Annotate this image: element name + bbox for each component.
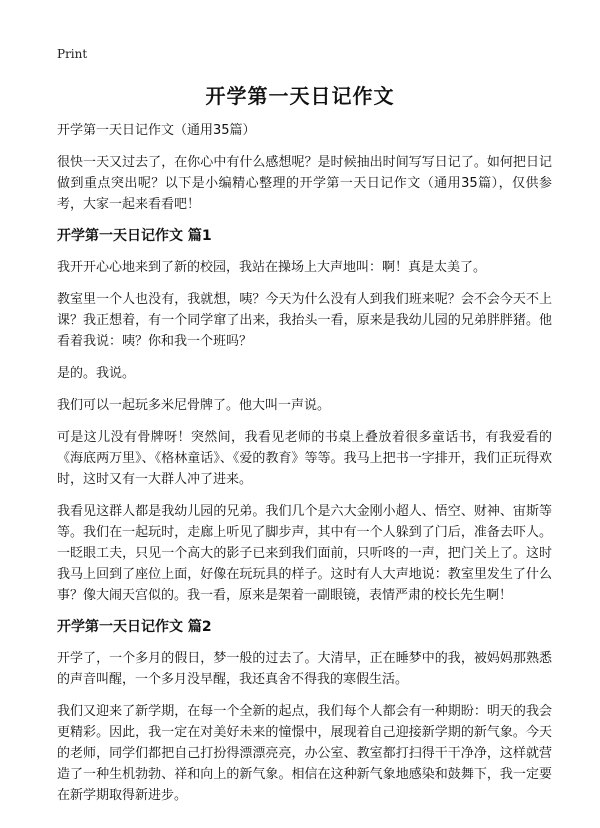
section-paragraph: 我看见这群人都是我幼儿园的兄弟。我们几个是六大金刚小超人、悟空、财神、宙斯等等。我们在一起玩时，走廊上听见了脚步声，其中有一个人躲到了门后，准备去吓人。一眨眼工夫，只见一个高大的影子已来到我们面前，只听咚的一声，把门关上了。这时我马上回到了座位上面，好像在玩玩具的样子。这时有人大声地说：教室里发生了什么事？像大闹天宫似的。我一看，原来是架着一副眼镜，表情严肃的校长先生啊！ (57, 504, 552, 603)
section-heading: 开学第一天日记作文 篇1 (57, 228, 212, 244)
section-paragraph: 我开开心心地来到了新的校园，我站在操场上大声地叫：啊！真是太美了。 (57, 260, 487, 275)
section-paragraph: 是的。我说。 (57, 366, 136, 381)
section-heading: 开学第一天日记作文 篇2 (57, 619, 212, 635)
section-paragraph: 我们可以一起玩多米尼骨牌了。他大叫一声说。 (57, 398, 331, 413)
section-paragraph: 开学了，一个多月的假日，梦一般的过去了。大清早，正在睡梦中的我，被妈妈那熟悉的声音叫醒，一个多月没早醒，我还真舍不得我的寒假生活。 (57, 651, 552, 687)
section-paragraph: 可是这儿没有骨牌呀！突然间，我看见老师的书桌上叠放着很多童话书，有我爱看的《海底两万里》、《格林童话》、《爱的教育》等等。我马上把书一字排开，我们正玩得欢时，这时又有一大群人冲了进来。 (57, 430, 552, 487)
section-paragraph: 教室里一个人也没有，我就想，咦？今天为什么没有人到我们班来呢？会不会今天不上课？我正想着，有一个同学窜了出来，我抬头一看，原来是我幼儿园的兄弟胖胖猪。他看着我说：咦？你和我一个班吗？ (57, 292, 552, 349)
section-paragraph: 我们又迎来了新学期，在每一个全新的起点，我们每个人都会有一种期盼：明天的我会更精彩。因此，我一定在对美好未来的憧憬中，展现着自己迎接新学期的新气象。今天的老师，同学们都把自己打扮得漂漂亮亮，办公室、教室都打扫得干干净净，这样就营造了一种生机勃勃、祥和向上的新气象。相信在这种新气象地感染和鼓舞下，我一定要在新学期取得新进步。 (57, 704, 552, 803)
page-title: 开学第一天日记作文 (205, 84, 395, 108)
article-body (57, 120, 552, 817)
print-link[interactable]: Print (57, 47, 88, 61)
article-subtitle: 开学第一天日记作文（通用35篇） (57, 123, 256, 138)
article-intro: 很快一天又过去了，在你心中有什么感想呢？是时候抽出时间写写日记了。如何把日记做到重点突出呢？以下是小编精心整理的开学第一天日记作文（通用35篇），仅供参考，大家一起来看看吧！ (57, 155, 552, 212)
